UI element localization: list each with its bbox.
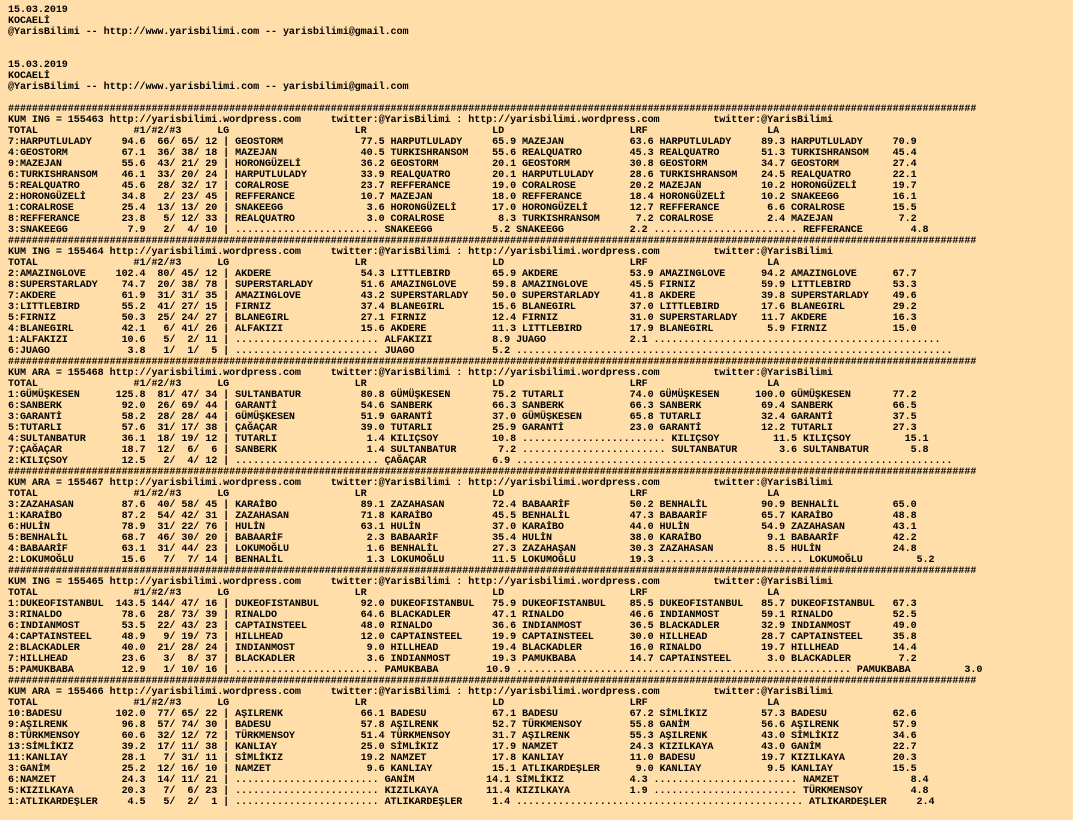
horse-row: 3:LITTLEBIRD 55.2 41/ 27/ 15 | FIRNIZ 37.4 BLANEGIRL 15.6 BLANEGIRL 37.0 LITTLEBIRD 17.6 BLANEGIRL 29.2	[8, 302, 917, 313]
horse-row: 4:BABAARİF 63.1 31/ 44/ 23 | LOKUMOĞLU 1.6 BENHALİL 27.3 ZAZAHAŞAN 30.3 ZAZAHASAN 8.5 HULİN 24.8	[8, 544, 917, 555]
race-header-line: KUM ING = 155464 http://yarisbilimi.wordpress.com twitter:@YarisBilimi : http://yarisbilimi.wordpress.com twitter:@YarisBilimi	[8, 247, 833, 258]
race-header-line: KUM ARA = 155468 http://yarisbilimi.wordpress.com twitter:@YarisBilimi : http://yarisbilimi.wordpress.com twitter:@YarisBilimi	[8, 368, 833, 379]
section-divider: ##################################################################################################################################################################	[8, 236, 977, 247]
column-header-line: TOTAL #1/#2/#3 LG LR LD LRF LA	[8, 588, 780, 599]
column-header-line: TOTAL #1/#2/#3 LG LR LD LRF LA	[8, 698, 780, 709]
horse-row: 10:BADESU 102.0 77/ 65/ 22 | AŞILRENK 66.1 BADESU 67.1 BADESU 67.2 SİMLİKIZ 57.3 BADESU 62.6	[8, 709, 917, 720]
horse-row: 3:GARANTİ 58.2 28/ 28/ 44 | GÜMÜŞKESEN 51.9 GARANTİ 37.0 GÜMÜŞKESEN 65.8 TUTARLI 32.4 GARANTİ 37.5	[8, 412, 917, 423]
race-header-line: KUM ING = 155463 http://yarisbilimi.wordpress.com twitter:@YarisBilimi : http://yarisbilimi.wordpress.com twitter:@YarisBilimi	[8, 115, 833, 126]
race-header-line: KUM ARA = 155466 http://yarisbilimi.wordpress.com twitter:@YarisBilimi : http://yarisbilimi.wordpress.com twitter:@YarisBilimi	[8, 687, 833, 698]
horse-row: 3:ZAZAHASAN 87.6 40/ 58/ 45 | KARAİBO 89.1 ZAZAHASAN 72.4 BABAARİF 50.2 BENHALİL 90.9 BENHALİL 65.0	[8, 500, 917, 511]
horse-row: 9:MAZEJAN 55.6 43/ 21/ 29 | HORONGÜZELİ 36.2 GEOSTORM 20.1 GEOSTORM 30.8 GEOSTORM 34.7 GEOSTORM 27.4	[8, 159, 917, 170]
horse-row: 1:DUKEOFISTANBUL 143.5 144/ 47/ 16 | DUKEOFISTANBUL 92.0 DUKEOFISTANBUL 75.9 DUKEOFISTANBUL 85.5 DUKEOFISTANBUL 85.7 DUKEOFISTANBUL 67.3	[8, 599, 917, 610]
horse-row: 8:SUPERSTARLADY 74.7 20/ 38/ 78 | SUPERSTARLADY 51.6 AMAZINGLOVE 59.8 AMAZINGLOVE 45.5 FIRNIZ 59.9 LITTLEBIRD 53.3	[8, 280, 917, 291]
horse-row: 4:GEOSTORM 67.1 36/ 38/ 18 | MAZEJAN 40.5 TURKISHRANSOM 55.6 REALQUATRO 45.3 REALQUATRO 51.3 TURKISHRANSOM 45.4	[8, 148, 917, 159]
blank-line	[8, 49, 1073, 60]
section-divider: ##################################################################################################################################################################	[8, 104, 977, 115]
report-line: KOCAELİ	[8, 16, 50, 27]
horse-row: 5:KIZILKAYA 20.3 7/ 6/ 23 | ........................ KIZILKAYA 11.4 KIZILKAYA 1.9 ........................ TÜRKMENSOY 4.8	[8, 786, 929, 797]
blank-line	[8, 38, 1073, 49]
horse-row: 2:LOKUMOĞLU 15.6 7/ 7/ 14 | BENHALİL 1.3 LOKUMOĞLU 11.5 LOKUMOĞLU 19.3 ........................ LOKUMOĞLU 5.2	[8, 555, 935, 566]
horse-row: 6:SANBERK 92.0 26/ 69/ 44 | GARANTİ 54.6 SANBERK 66.3 SANBERK 66.3 SANBERK 69.4 SANBERK 66.5	[8, 401, 917, 412]
horse-row: 5:FIRNIZ 50.3 25/ 24/ 27 | BLANEGIRL 27.1 FIRNIZ 12.4 FIRNIZ 31.0 SUPERSTARLADY 11.7 AKDERE 16.3	[8, 313, 917, 324]
horse-row: 5:TUTARLI 57.6 31/ 17/ 38 | ÇAĞAÇAR 39.0 TUTARLI 25.9 GARANTİ 23.0 GARANTİ 12.2 TUTARLI 27.3	[8, 423, 917, 434]
column-header-line: TOTAL #1/#2/#3 LG LR LD LRF LA	[8, 258, 780, 269]
horse-row: 2:HORONGÜZELİ 34.8 2/ 23/ 45 | REFFERANCE 10.7 MAZEJAN 18.0 REFFERANCE 18.4 HORONGÜZELİ 10.2 SNAKEEGG 16.1	[8, 192, 917, 203]
horse-row: 1:ALFAKIZI 10.6 5/ 2/ 11 | ........................ ALFAKIZI 8.9 JUAGO 2.1 ................................................	[8, 335, 941, 346]
race-header-line: KUM ARA = 155467 http://yarisbilimi.wordpress.com twitter:@YarisBilimi : http://yarisbilimi.wordpress.com twitter:@YarisBilimi	[8, 478, 833, 489]
horse-row: 4:BLANEGIRL 42.1 6/ 41/ 26 | ALFAKIZI 15.6 AKDERE 11.3 LITTLEBIRD 17.9 BLANEGIRL 5.9 FIRNIZ 15.0	[8, 324, 917, 335]
horse-row: 1:ATLIKARDEŞLER 4.5 5/ 2/ 1 | ........................ ATLIKARDEŞLER 1.4 ................................................ ATLIKARDEŞLER 2.4	[8, 797, 935, 808]
horse-row: 4:CAPTAINSTEEL 48.9 9/ 19/ 73 | HILLHEAD 12.0 CAPTAINSTEEL 19.9 CAPTAINSTEEL 30.0 HILLHEAD 28.7 CAPTAINSTEEL 35.8	[8, 632, 917, 643]
horse-row: 4:SULTANBATUR 36.1 18/ 19/ 12 | TUTARLI 1.4 KILIÇSOY 10.8 ........................ KILIÇSOY 11.5 KILIÇSOY 15.1	[8, 434, 929, 445]
horse-row: 6:NAMZET 24.3 14/ 11/ 21 | ........................ GANİM 14.1 SİMLİKIZ 4.3 ........................ NAMZET 8.4	[8, 775, 929, 786]
horse-row: 5:BENHALİL 68.7 46/ 30/ 20 | BABAARİF 2.3 BABAARİF 35.4 HULİN 38.0 KARAİBO 9.1 BABAARİF 42.2	[8, 533, 917, 544]
horse-row: 7:AKDERE 61.9 31/ 31/ 35 | AMAZINGLOVE 43.2 SUPERSTARLADY 50.0 SUPERSTARLADY 41.8 AKDERE 39.8 SUPERSTARLADY 49.6	[8, 291, 917, 302]
horse-row: 2:KILIÇSOY 12.5 2/ 4/ 12 | ........................ ÇAĞAÇAR 6.9 .........................................................................	[8, 456, 953, 467]
horse-row: 13:SİMLİKIZ 39.2 17/ 11/ 38 | KANLIAY 25.0 SİMLİKIZ 17.9 NAMZET 24.3 KIZILKAYA 43.0 GANİM 22.7	[8, 742, 917, 753]
horse-row: 8:REFFERANCE 23.8 5/ 12/ 33 | REALQUATRO 3.0 CORALROSE 8.3 TURKISHRANSOM 7.2 CORALROSE 2.4 MAZEJAN 7.2	[8, 214, 917, 225]
section-divider: ##################################################################################################################################################################	[8, 357, 977, 368]
horse-row: 3:GANİM 25.2 12/ 16/ 10 | NAMZET 9.6 KANLIAY 15.1 ATLIKARDEŞLER 9.0 KANLIAY 9.5 KANLIAY 15.5	[8, 764, 917, 775]
horse-row: 5:PAMUKBABA 12.9 1/ 10/ 16 | ........................ PAMUKBABA 10.9 ........................................................ PAMUKBABA 3.0	[8, 665, 983, 676]
horse-row: 7:ÇAĞAÇAR 18.7 12/ 6/ 6 | SANBERK 1.4 SULTANBATUR 7.2 ........................ SULTANBATUR 3.6 SULTANBATUR 5.8	[8, 445, 929, 456]
horse-row: 1:CORALROSE 25.4 13/ 13/ 20 | SNAKEEGG 3.6 HORONGÜZELİ 17.0 HORONGÜZELİ 12.7 REFFERANCE 6.6 CORALROSE 15.5	[8, 203, 917, 214]
horse-row: 7:HILLHEAD 23.6 3/ 8/ 37 | BLACKADLER 3.6 INDIANMOST 19.3 PAMUKBABA 14.7 CAPTAINSTEEL 3.0 BLACKADLER 7.2	[8, 654, 917, 665]
report-line: @YarisBilimi -- http://www.yarisbilimi.com -- yarisbilimi@gmail.com	[8, 27, 409, 38]
column-header-line: TOTAL #1/#2/#3 LG LR LD LRF LA	[8, 126, 780, 137]
horse-row: 6:INDIANMOST 53.5 22/ 43/ 23 | CAPTAINSTEEL 48.0 RINALDO 36.6 INDIANMOST 36.5 BLACKADLER 32.9 INDIANMOST 49.0	[8, 621, 917, 632]
section-divider: ##################################################################################################################################################################	[8, 566, 977, 577]
section-divider: ##################################################################################################################################################################	[8, 467, 977, 478]
report-line: @YarisBilimi -- http://www.yarisbilimi.com -- yarisbilimi@gmail.com	[8, 82, 409, 93]
column-header-line: TOTAL #1/#2/#3 LG LR LD LRF LA	[8, 379, 780, 390]
horse-row: 6:TURKISHRANSOM 46.1 33/ 20/ 24 | HARPUTLULADY 33.9 REALQUATRO 20.1 HARPUTLULADY 28.6 TURKISHRANSOM 24.5 REALQUATRO 22.1	[8, 170, 917, 181]
column-header-line: TOTAL #1/#2/#3 LG LR LD LRF LA	[8, 489, 780, 500]
horse-row: 1:KARAİBO 87.2 54/ 42/ 31 | ZAZAHASAN 71.8 KARAİBO 45.5 BENHALİL 47.3 BABAARİF 65.7 KARAİBO 48.8	[8, 511, 917, 522]
horse-row: 6:HULİN 78.9 31/ 22/ 76 | HULİN 63.1 HULİN 37.0 KARAİBO 44.0 HULİN 54.9 ZAZAHASAN 43.1	[8, 522, 917, 533]
horse-row: 3:SNAKEEGG 7.9 2/ 4/ 10 | ........................ SNAKEEGG 5.2 SNAKEEGG 2.2 ........................ REFFERANCE 4.8	[8, 225, 929, 236]
horse-row: 8:TÜRKMENSOY 60.6 32/ 12/ 72 | TÜRKMENSOY 51.4 TÜRKMENSOY 31.7 AŞILRENK 55.3 AŞILRENK 43.0 SİMLİKIZ 34.6	[8, 731, 917, 742]
horse-row: 11:KANLIAY 28.1 7/ 31/ 11 | SİMLİKIZ 19.2 NAMZET 17.8 KANLIAY 11.0 BADESU 19.7 KIZILKAYA 20.3	[8, 753, 917, 764]
horse-row: 7:HARPUTLULADY 94.6 66/ 65/ 12 | GEOSTORM 77.5 HARPUTLULADY 65.9 MAZEJAN 63.6 HARPUTLULADY 89.3 HARPUTLULADY 70.9	[8, 137, 917, 148]
blank-line	[8, 93, 1073, 104]
horse-row: 3:RINALDO 78.6 28/ 73/ 39 | RINALDO 64.6 BLACKADLER 47.1 RINALDO 46.6 INDIANMOST 59.1 RINALDO 52.5	[8, 610, 917, 621]
report-line: 15.03.2019	[8, 60, 68, 71]
horse-row: 9:AŞILRENK 96.8 57/ 74/ 30 | BADESU 57.8 AŞILRENK 52.7 TÜRKMENSOY 55.8 GANİM 56.6 AŞILRENK 57.9	[8, 720, 917, 731]
horse-row: 2:AMAZINGLOVE 102.4 80/ 45/ 12 | AKDERE 54.3 LITTLEBIRD 65.9 AKDERE 53.9 AMAZINGLOVE 94.2 AMAZINGLOVE 67.7	[8, 269, 917, 280]
report-line: KOCAELİ	[8, 71, 50, 82]
horse-row: 2:BLACKADLER 40.0 21/ 28/ 24 | INDIANMOST 9.0 HILLHEAD 19.4 BLACKADLER 16.0 RINALDO 19.7 HILLHEAD 14.4	[8, 643, 917, 654]
section-divider: ##################################################################################################################################################################	[8, 676, 977, 687]
race-header-line: KUM ING = 155465 http://yarisbilimi.wordpress.com twitter:@YarisBilimi : http://yarisbilimi.wordpress.com twitter:@YarisBilimi	[8, 577, 833, 588]
horse-row: 6:JUAGO 3.8 1/ 1/ 5 | ........................ JUAGO 5.2 .........................................................................	[8, 346, 953, 357]
horse-row: 1:GÜMÜŞKESEN 125.8 81/ 47/ 34 | SULTANBATUR 80.8 GÜMÜŞKESEN 75.2 TUTARLI 74.0 GÜMÜŞKESEN 100.0 GÜMÜŞKESEN 77.2	[8, 390, 917, 401]
horse-row: 5:REALQUATRO 45.6 28/ 32/ 17 | CORALROSE 23.7 REFFERANCE 19.0 CORALROSE 20.2 MAZEJAN 10.2 HORONGÜZELİ 19.7	[8, 181, 917, 192]
report-line: 15.03.2019	[8, 5, 68, 16]
